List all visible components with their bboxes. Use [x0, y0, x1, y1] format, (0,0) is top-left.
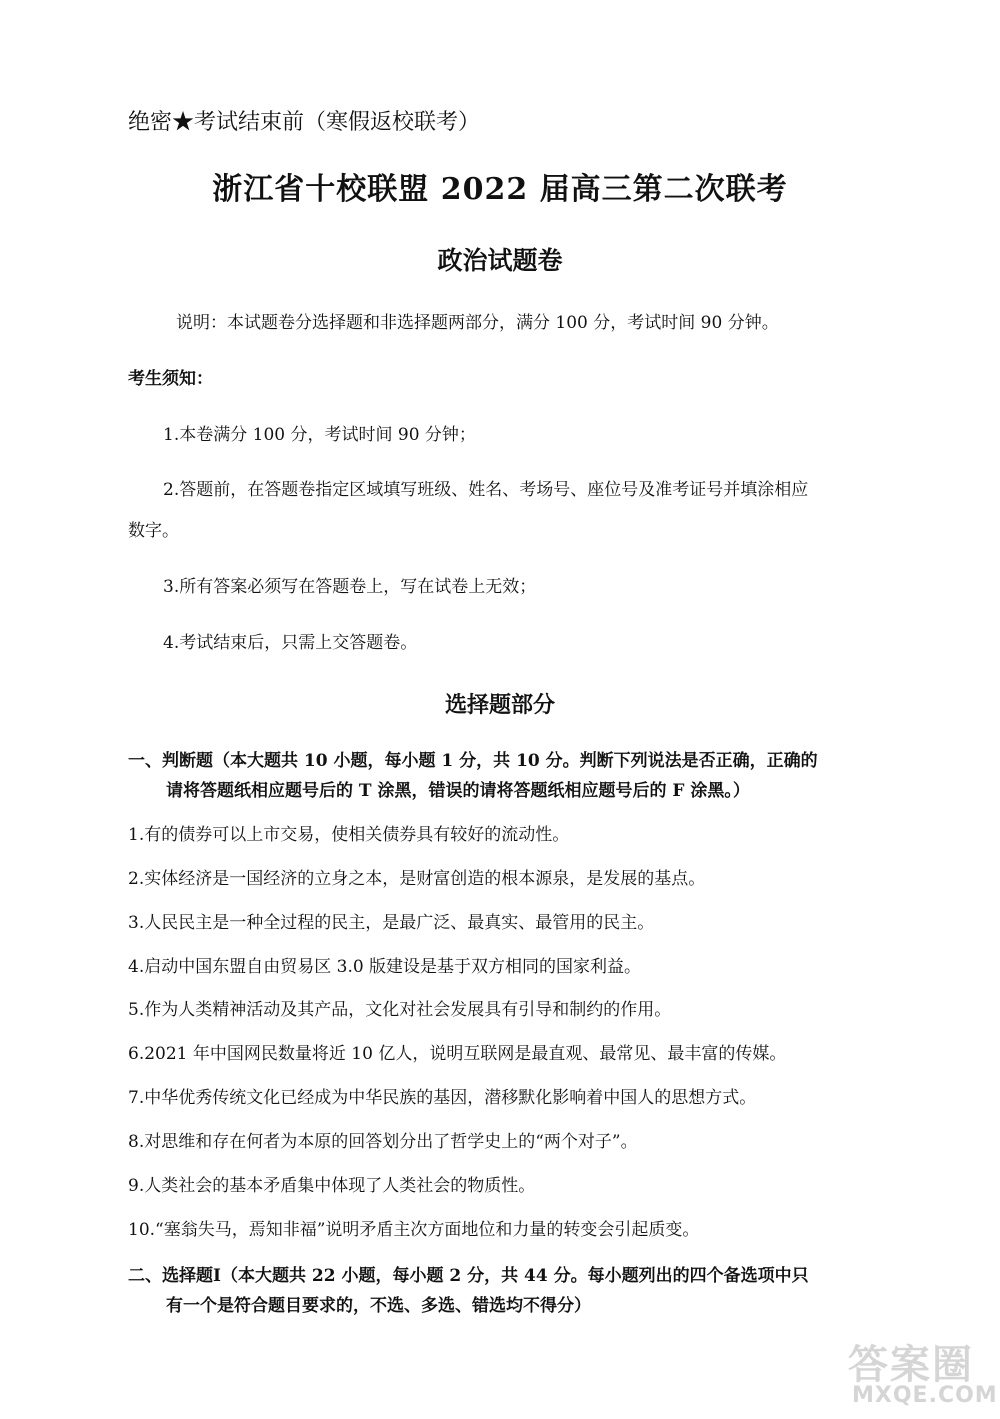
- notice-item-2-continued: 数字。: [128, 521, 179, 541]
- part1-heading-continued: 请将答题纸相应题号后的 T 涂黑，错误的请将答题纸相应题号后的 F 涂黑。）: [166, 781, 750, 801]
- notice-item-4: 4.考试结束后，只需上交答题卷。: [163, 633, 418, 653]
- question-1: 1.有的债券可以上市交易，使相关债券具有较好的流动性。: [128, 825, 570, 845]
- exam-description: 说明：本试题卷分选择题和非选择题两部分，满分 100 分，考试时间 90 分钟。: [176, 313, 779, 333]
- watermark-logo: [842, 1333, 998, 1413]
- question-8: 8.对思维和存在何者为本原的回答划分出了哲学史上的“两个对子”。: [128, 1132, 638, 1152]
- watermark-bottom-text: MXQE.COM: [852, 1383, 998, 1408]
- question-2: 2.实体经济是一国经济的立身之本，是财富创造的根本源泉，是发展的基点。: [128, 869, 706, 889]
- watermark-top-text: 答案圈: [848, 1342, 974, 1388]
- exam-subtitle: 政治试题卷: [437, 246, 563, 275]
- question-6: 6.2021 年中国网民数量将近 10 亿人，说明互联网是最直观、最常见、最丰富的传媒。: [128, 1044, 787, 1064]
- exam-title: 浙江省十校联盟 2022 届高三第二次联考: [212, 172, 788, 207]
- question-4: 4.启动中国东盟自由贸易区 3.0 版建设是基于双方相同的国家利益。: [128, 957, 642, 977]
- question-3: 3.人民民主是一种全过程的民主，是最广泛、最真实、最管用的民主。: [128, 913, 655, 933]
- notice-item-2: 2.答题前，在答题卷指定区域填写班级、姓名、考场号、座位号及准考证号并填涂相应: [163, 480, 809, 500]
- question-9: 9.人类社会的基本矛盾集中体现了人类社会的物质性。: [128, 1176, 536, 1196]
- confidential-label: 绝密★考试结束前（寒假返校联考）: [128, 110, 481, 135]
- question-7: 7.中华优秀传统文化已经成为中华民族的基因，潜移默化影响着中国人的思想方式。: [128, 1088, 757, 1108]
- part2-heading: 二、选择题Ⅰ（本大题共 22 小题，每小题 2 分，共 44 分。每小题列出的四个备选项中只: [128, 1266, 809, 1286]
- section-title: 选择题部分: [444, 692, 555, 718]
- question-10: 10.“塞翁失马，焉知非福”说明矛盾主次方面地位和力量的转变会引起质变。: [128, 1220, 700, 1240]
- part1-heading: 一、判断题（本大题共 10 小题，每小题 1 分，共 10 分。判断下列说法是否正确，正确的: [128, 751, 818, 771]
- notice-heading: 考生须知：: [128, 369, 213, 389]
- notice-item-3: 3.所有答案必须写在答题卷上，写在试卷上无效；: [163, 577, 537, 597]
- question-5: 5.作为人类精神活动及其产品，文化对社会发展具有引导和制约的作用。: [128, 1000, 672, 1020]
- notice-item-1: 1.本卷满分 100 分，考试时间 90 分钟；: [163, 425, 476, 445]
- part2-heading-continued: 有一个是符合题目要求的，不选、多选、错选均不得分）: [166, 1296, 591, 1316]
